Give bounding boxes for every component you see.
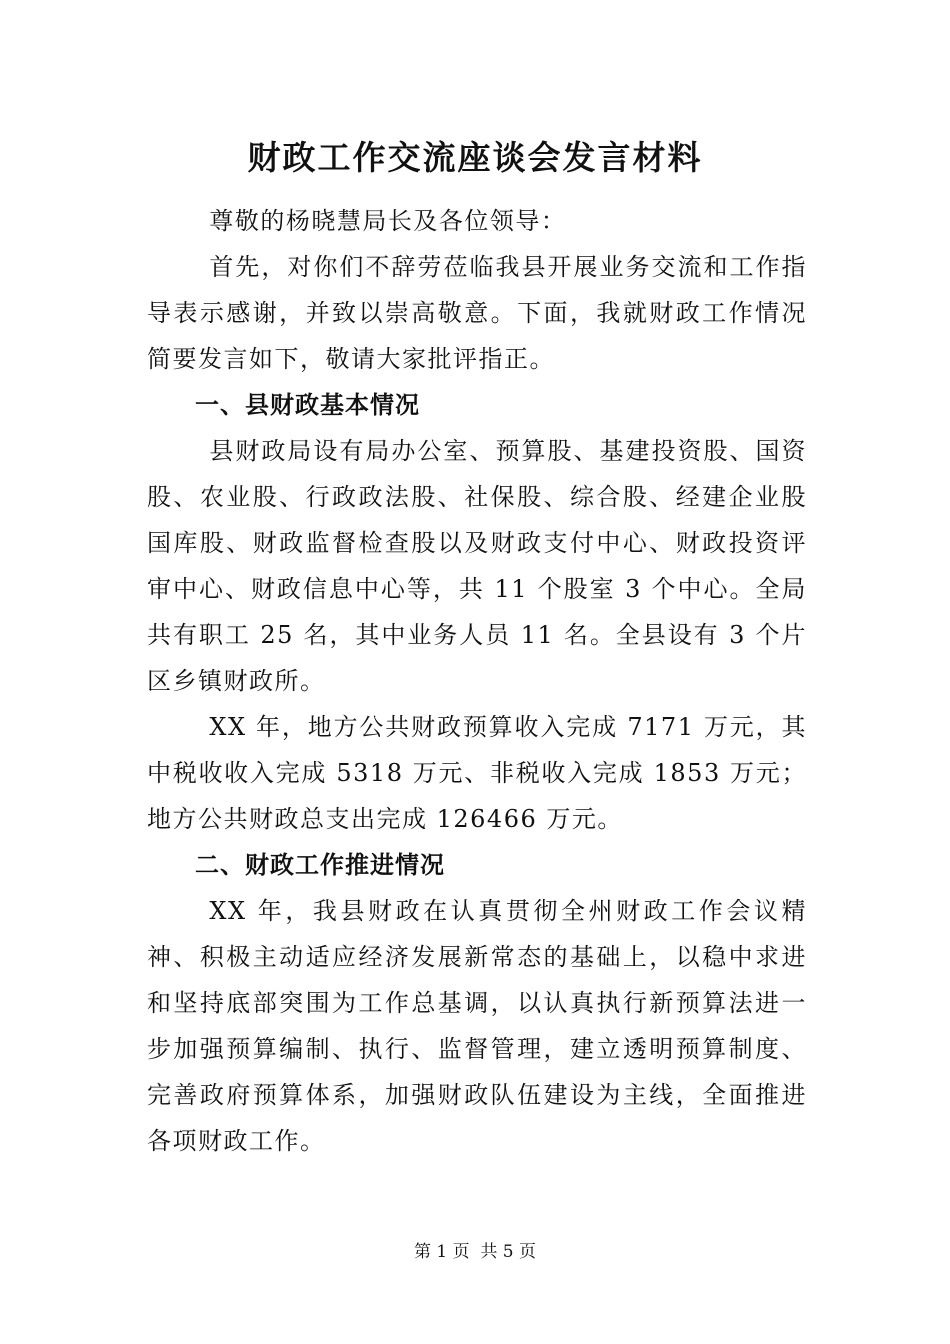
page-footer — [0, 1240, 950, 1264]
intro-paragraph: 首先，对你们不辞劳莅临我县开展业务交流和工作指导表示感谢，并致以崇高敬意。下面，我就财政工作情况简要发言如下，敬请大家批评指正。 — [147, 253, 807, 373]
section-2-paragraph-1: XX 年，我县财政在认真贯彻全州财政工作会议精神、积极主动适应经济发展新常态的基础上，以稳中求进和坚持底部突围为工作总基调，以认真执行新预算法进一步加强预算编制、执行、监督管理，建立透明预算制度、完善政府预算体系，加强财政队伍建设为主线，全面推进各项财政工作。 — [147, 897, 807, 1155]
salutation: 尊敬的杨晓慧局长及各位领导： — [209, 207, 567, 235]
section-1-paragraph-1: 县财政局设有局办公室、预算股、基建投资股、国资股、农业股、行政政法股、社保股、综合股、经建企业股国库股、财政监督检查股以及财政支付中心、财政投资评审中心、财政信息中心等，共 11 个股室 3 个中心。全局共有职工 25 名，其中业务人员 11 名。全县设有 3 个片区乡镇财政所。 — [147, 437, 807, 695]
section-2-heading: 二、财政工作推进情况 — [195, 851, 445, 879]
section-1-paragraph-2: XX 年，地方公共财政预算收入完成 7171 万元，其中税收收入完成 5318 万元、非税收入完成 1853 万元；地方公共财政总支出完成 126466 万元。 — [147, 713, 807, 833]
document-title: 财政工作交流座谈会发言材料 — [247, 138, 703, 177]
page-number: 第 1 页 共 5 页 — [413, 1242, 537, 1262]
document-body — [147, 198, 807, 1164]
section-1-heading: 一、县财政基本情况 — [195, 391, 420, 419]
